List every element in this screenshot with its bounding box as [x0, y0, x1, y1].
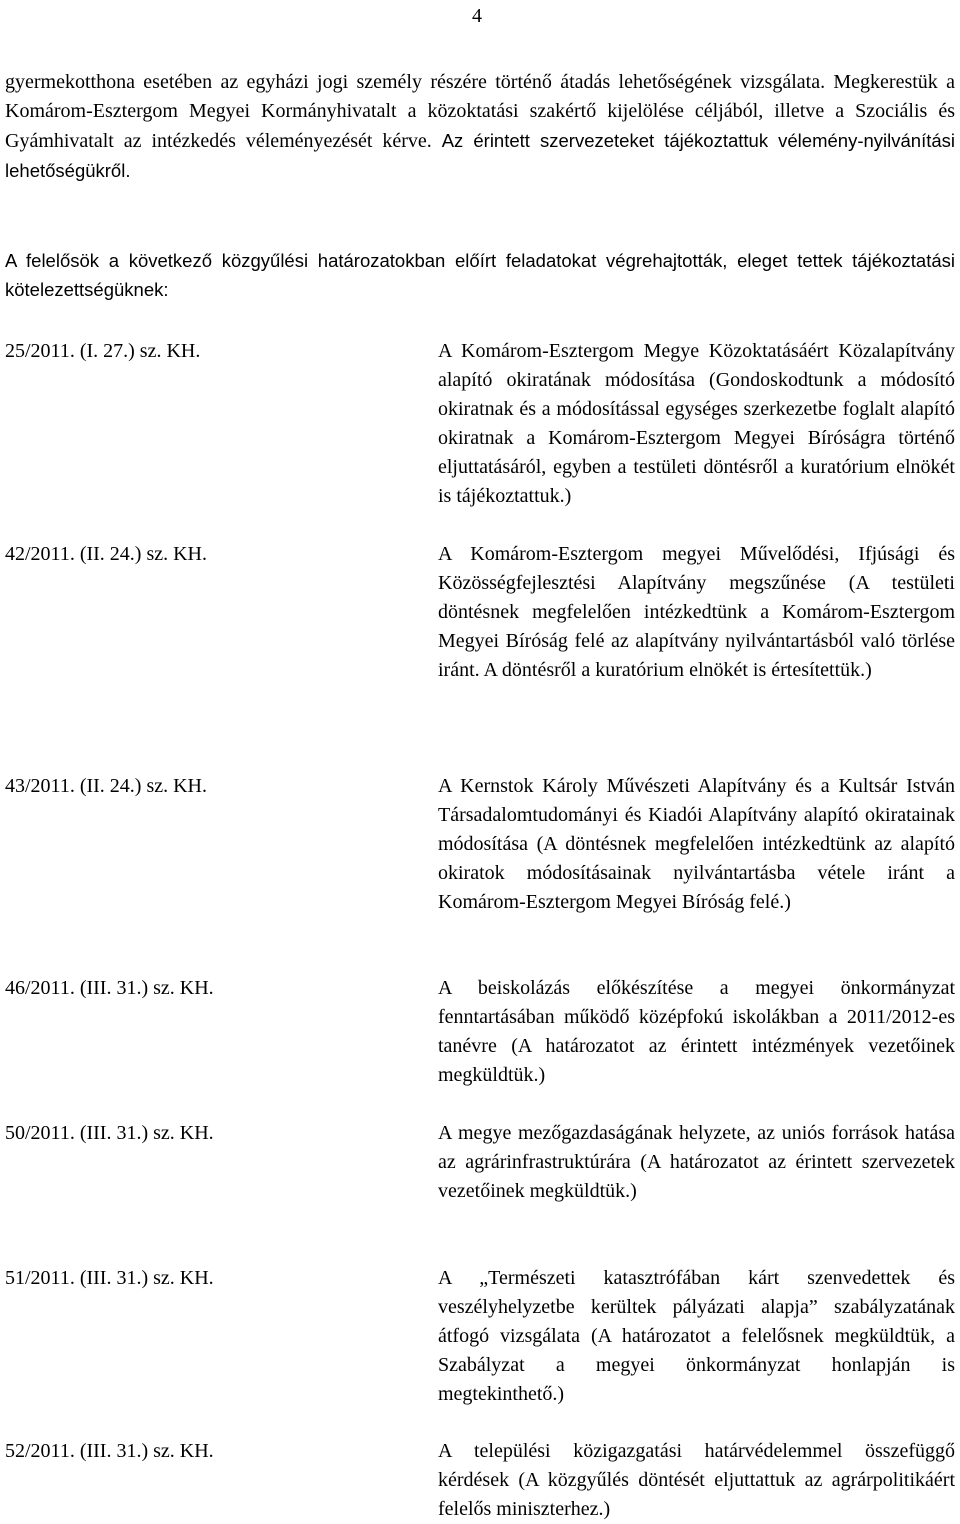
- resolution-id: 46/2011. (III. 31.) sz. KH.: [5, 977, 214, 999]
- resolution-text: A települési közigazgatási határvédelemmel összefüggő kérdések (A közgyűlés döntését eljuttattuk az agrárpolitikáért felelős miniszterhez.): [438, 1440, 955, 1520]
- responsible-intro-paragraph: A felelősök a következő közgyűlési határozatokban előírt feladatokat végrehajtották, eleget tettek tájékoztatási kötelezettségüknek:: [5, 250, 955, 300]
- resolution-text: A megye mezőgazdaságának helyzete, az uniós források hatása az agrárinfrastruktúrára (A határozatot az érintett szervezetek vezetőinek megküldtük.): [438, 1122, 955, 1202]
- resolution-text: A „Természeti katasztrófában kárt szenvedettek és veszélyhelyzetbe kerültek pályázati alapja” szabályzatának átfogó vizsgálata (A határozatot a felelősnek megküldtük, a Szabályzat a megyei önkormányzat honlapján is megtekinthető.): [438, 1267, 955, 1405]
- resolution-text: A Komárom-Esztergom Megye Közoktatásáért Közalapítvány alapító okiratának módosítása (Gondoskodtunk a módosító okiratnak és a módosítással egységes szerkezetbe foglalt alapító okiratnak a Komárom-Esztergom Megyei Bíróságra történő eljuttatásáról, egyben a testületi döntésről a kuratórium elnökét is tájékoztattuk.): [438, 340, 955, 507]
- intro-paragraph: [5, 68, 955, 186]
- resolution-id: 50/2011. (III. 31.) sz. KH.: [5, 1122, 214, 1144]
- resolution-id: 25/2011. (I. 27.) sz. KH.: [5, 340, 201, 362]
- resolution-id: 43/2011. (II. 24.) sz. KH.: [5, 775, 208, 797]
- resolution-text: A Kernstok Károly Művészeti Alapítvány és a Kultsár István Társadalomtudományi és Kiadói Alapítvány alapító okiratainak módosítása (A döntésnek megfelelően intézkedtünk az alapító okiratok módosításainak nyilvántartásba vétele iránt a Komárom-Esztergom Megyei Bíróság felé.): [438, 775, 955, 913]
- intro-highlight-text: Az érintett szervezeteket tájékoztattuk vélemény-nyilvánítási lehetőségükről.: [5, 130, 955, 181]
- resolution-text: A Komárom-Esztergom megyei Művelődési, Ifjúsági és Közösségfejlesztési Alapítvány megszűnése (A testületi döntésnek megfelelően intézkedtünk a Komárom-Esztergom Megyei Bíróság felé az alapítvány nyilvántartásból való törlése iránt. A döntésről a kuratórium elnökét is értesítettük.): [438, 543, 955, 681]
- page-number: 4: [472, 5, 482, 27]
- resolution-id: 42/2011. (II. 24.) sz. KH.: [5, 543, 208, 565]
- intro-text: gyermekotthona esetében az egyházi jogi személy részére történő átadás lehetőségének vizsgálata. Megkerestük a Komárom-Esztergom Megyei Kormányhivatalt a közoktatási szakértő kijelölése céljából, illetve a Szociális és Gyámhivatalt az intézkedés véleményezését kérve.: [5, 71, 955, 152]
- resolution-id: 52/2011. (III. 31.) sz. KH.: [5, 1440, 214, 1462]
- resolution-id: 51/2011. (III. 31.) sz. KH.: [5, 1267, 214, 1289]
- resolution-text: A beiskolázás előkészítése a megyei önkormányzat fenntartásában működő középfokú iskolákban a 2011/2012-es tanévre (A határozatot az érintett intézmények vezetőinek megküldtük.): [438, 977, 955, 1086]
